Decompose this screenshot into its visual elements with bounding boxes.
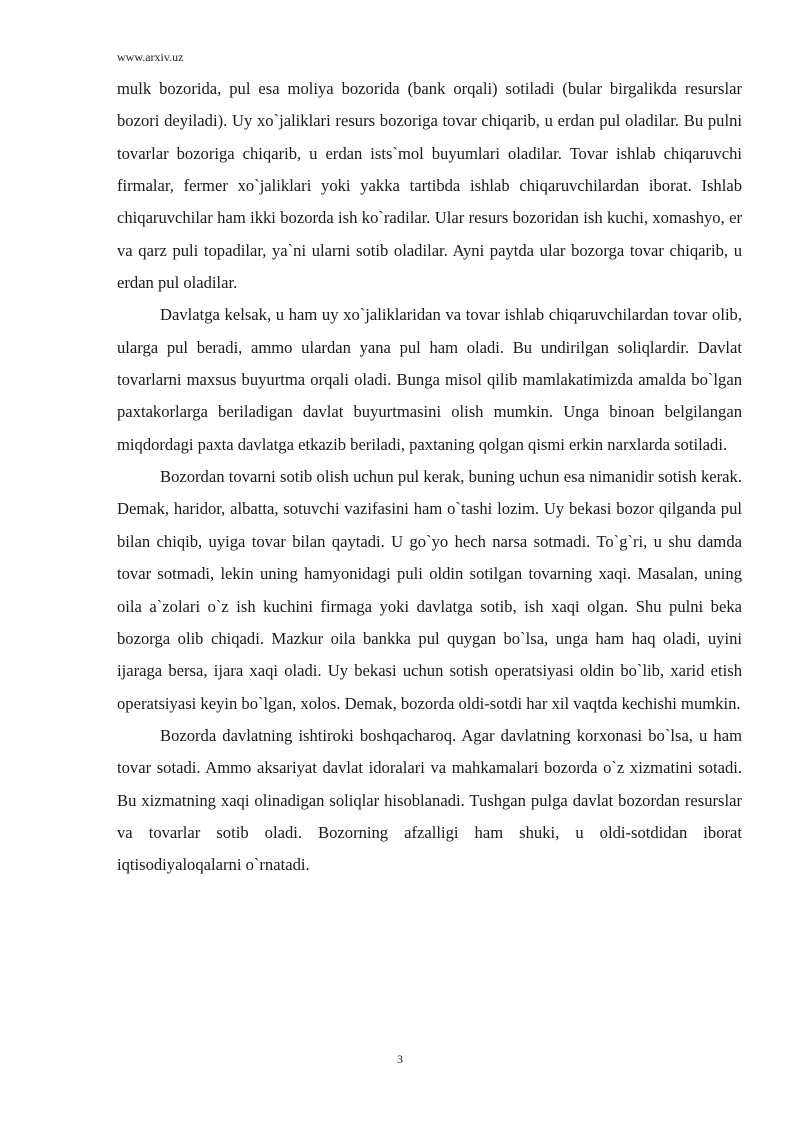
site-header-url: www.arxiv.uz [117,50,184,64]
paragraph-buying-selling: Bozordan tovarni sotib olish uchun pul kerak, buning uchun esa nimanidir sotish kerak. Demak, haridor, albatta, sotuvchi vazifasini ham o`tashi lozim. Uy bekasi bozor qilganda pul bilan chiqib, uyiga tovar bilan qaytadi. U go`yo hech narsa sotmadi. To`g`ri, u shu damda tovar sotmadi, lekin uning hamyonidagi puli oldin sotilgan tovarning xaqi. Masalan, uning oila a`zolari o`z ish kuchini firmaga yoki davlatga sotib, ish xaqi olgan. Shu pulni beka bozorga olib chiqadi. Mazkur oila bankka pul quygan bo`lsa, unga ham haq oladi, uyini ijaraga bersa, ijara xaqi oladi. Uy bekasi uchun sotish operatsiyasi oldin bo`lib, xarid etish operatsiyasi keyin bo`lgan, xolos. Demak, bozorda oldi-sotdi har xil vaqtda kechishi mumkin. [117,467,742,713]
document-body [117,73,742,882]
paragraph-state-role: Davlatga kelsak, u ham uy xo`jaliklaridan va tovar ishlab chiqaruvchilardan tovar olib, ularga pul beradi, ammo ulardan yana pul ham oladi. Bu undirilgan soliqlardir. Davlat tovarlarni maxsus buyurtma orqali oladi. Bunga misol qilib mamlakatimizda amalda bo`lgan paxtakorlarga beriladigan davlat buyurtmasini olish mumkin. Unga binoan belgilangan miqdordagi paxta davlatga etkazib beriladi, paxtaning qolgan qismi erkin narxlarda sotiladi. [117,305,742,454]
paragraph-continued: mulk bozorida, pul esa moliya bozorida (bank orqali) sotiladi (bular birgalikda resurslar bozori deyiladi). Uy xo`jaliklari resurs bozoriga tovar chiqarib, u erdan pul oladilar. Bu pulni tovarlar bozoriga chiqarib, u erdan ists`mol buyumlari oladilar. Tovar ishlab chiqaruvchi firmalar, fermer xo`jaliklari yoki yakka tartibda ishlab chiqaruvchilardan iborat. Ishlab chiqaruvchilar ham ikki bozorda ish ko`radilar. Ular resurs bozoridan ish kuchi, xomashyo, er va qarz puli topadilar, ya`ni ularni sotib oladilar. Ayni paytda ular bozorga tovar chiqarib, u erdan pul oladilar. [117,79,742,293]
page-number: 3 [397,1052,403,1066]
paragraph-state-market: Bozorda davlatning ishtiroki boshqacharoq. Agar davlatning korxonasi bo`lsa, u ham tovar sotadi. Ammo aksariyat davlat idoralari va mahkamalari bozorda o`z xizmatini sotadi. Bu xizmatning xaqi olinadigan soliqlar hisoblanadi. Tushgan pulga davlat bozordan resurslar va tovarlar sotib oladi. Bozorning afzalligi ham shuki, u oldi-sotdidan iborat iqtisodiyaloqalarni o`rnatadi. [117,725,742,875]
